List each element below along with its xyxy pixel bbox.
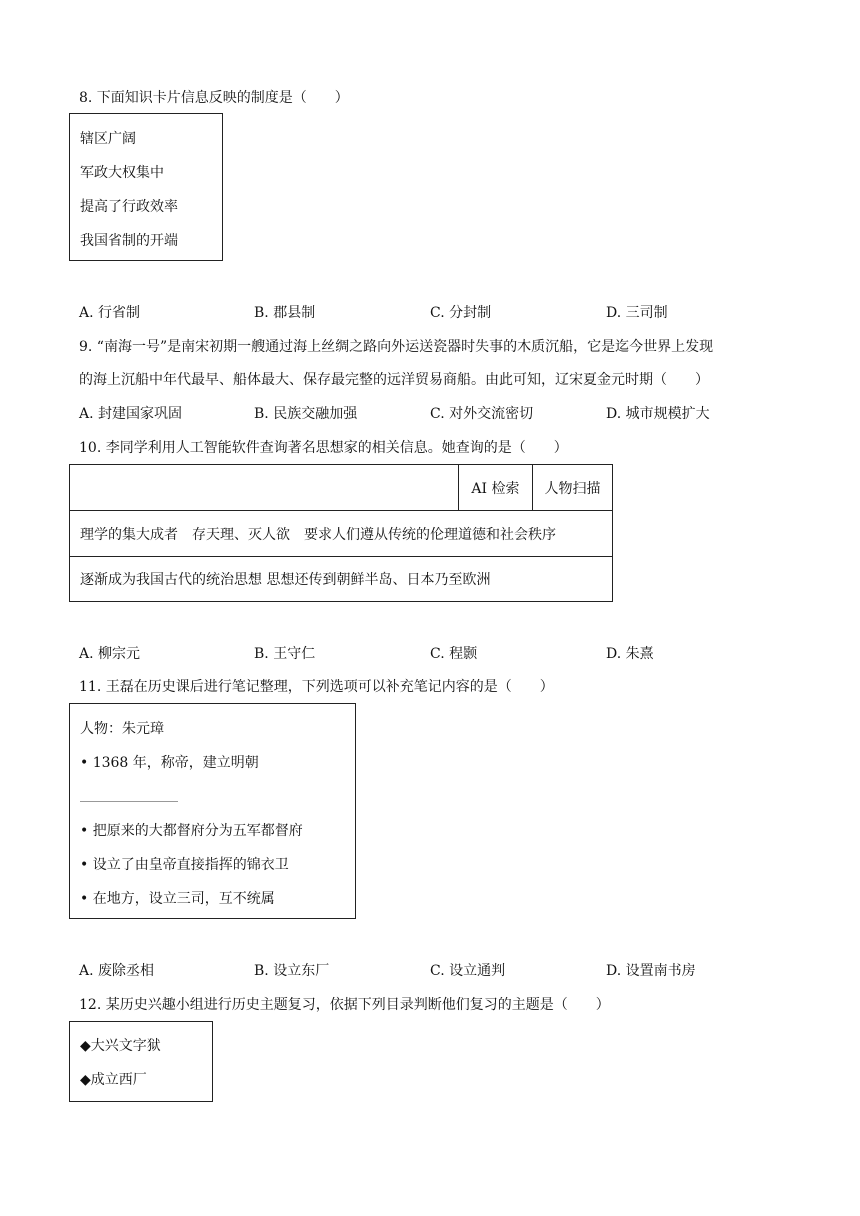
q10-option-d[interactable]: D. 朱熹 [606, 646, 654, 662]
q8-option-a[interactable]: A. 行省制 [79, 305, 141, 321]
q10-option-a[interactable]: A. 柳宗元 [79, 646, 141, 662]
ai-search-button[interactable]: AI 检索 [459, 465, 533, 511]
card-line: 提高了行政效率 [80, 199, 178, 215]
q9-option-a[interactable]: A. 封建国家巩固 [79, 406, 183, 422]
q10-option-c[interactable]: C. 程颢 [430, 646, 478, 662]
search-query-field[interactable] [70, 465, 459, 511]
note-line: • 在地方，设立三司，互不统属 [80, 891, 275, 907]
result-row-2: 逐渐成为我国古代的统治思想 思想还传到朝鲜半岛、日本乃至欧洲 [70, 557, 613, 602]
q8-option-c[interactable]: C. 分封制 [430, 305, 492, 321]
topic-item: ◆成立西厂 [80, 1072, 147, 1088]
q9-option-c[interactable]: C. 对外交流密切 [430, 406, 534, 422]
q8-option-d[interactable]: D. 三司制 [606, 305, 668, 321]
person-scan-button[interactable]: 人物扫描 [532, 465, 612, 511]
q11-option-b[interactable]: B. 设立东厂 [254, 963, 330, 979]
note-line: • 设立了由皇帝直接指挥的锦衣卫 [80, 857, 289, 873]
q11-stem: 11. 王磊在历史课后进行笔记整理，下列选项可以补充笔记内容的是（ ） [79, 679, 554, 695]
q10-option-b[interactable]: B. 王守仁 [254, 646, 316, 662]
q10-ai-search-table [69, 464, 613, 602]
card-line: 辖区广阔 [80, 131, 136, 147]
note-line: • 1368 年，称帝，建立明朝 [80, 755, 259, 771]
note-line: 人物：朱元璋 [80, 721, 164, 737]
q12-stem: 12. 某历史兴趣小组进行历史主题复习，依据下列目录判断他们复习的主题是（ ） [79, 997, 610, 1013]
result-row-1: 理学的集大成者 存天理、灭人欲 要求人们遵从传统的伦理道德和社会秩序 [70, 511, 613, 557]
q11-option-a[interactable]: A. 废除丞相 [79, 963, 155, 979]
q11-notes-box [69, 703, 356, 919]
q10-stem: 10. 李同学利用人工智能软件查询著名思想家的相关信息。她查询的是（ ） [79, 440, 568, 456]
card-line: 我国省制的开端 [80, 233, 178, 249]
q8-knowledge-card [69, 113, 223, 261]
q12-topic-list [69, 1021, 213, 1102]
note-blank-line [80, 801, 178, 802]
q8-stem: 8. 下面知识卡片信息反映的制度是（ ） [79, 90, 349, 106]
q9-option-d[interactable]: D. 城市规模扩大 [606, 406, 710, 422]
q9-stem-line1: 9. “南海一号”是南宋初期一艘通过海上丝绸之路向外运送瓷器时失事的木质沉船，它是迄今世界上发现 [79, 339, 714, 355]
note-line: • 把原来的大都督府分为五军都督府 [80, 823, 303, 839]
card-line: 军政大权集中 [80, 165, 164, 181]
topic-item: ◆大兴文字狱 [80, 1038, 161, 1054]
q8-option-b[interactable]: B. 郡县制 [254, 305, 316, 321]
q11-option-d[interactable]: D. 设置南书房 [606, 963, 696, 979]
q9-stem-line2: 的海上沉船中年代最早、船体最大、保存最完整的远洋贸易商船。由此可知，辽宋夏金元时期（ ） [79, 372, 709, 388]
q9-option-b[interactable]: B. 民族交融加强 [254, 406, 358, 422]
q11-option-c[interactable]: C. 设立通判 [430, 963, 506, 979]
